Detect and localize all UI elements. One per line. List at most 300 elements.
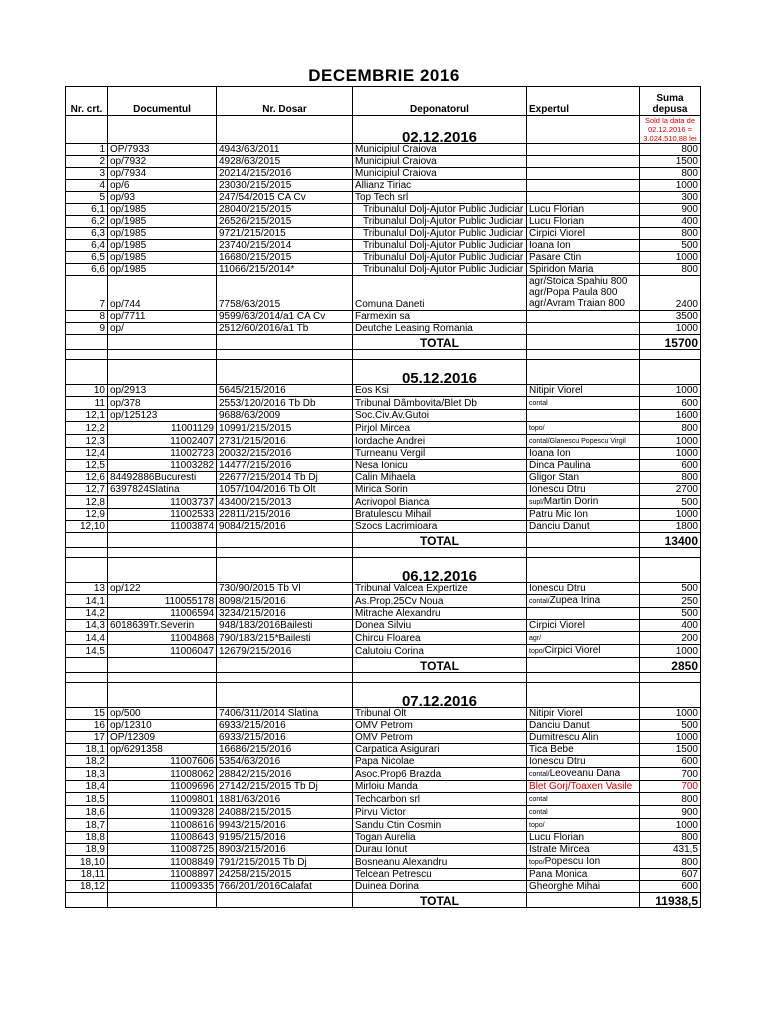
row-number: 18,12 xyxy=(66,881,108,893)
table-row xyxy=(66,472,701,484)
dosar-cell: 22677/215/2014 Tb Dj xyxy=(217,472,353,484)
row-number: 8 xyxy=(66,311,108,323)
dosar-cell: 9195/215/2016 xyxy=(217,832,353,844)
expert-cell xyxy=(527,832,640,844)
row-number: 12,8 xyxy=(66,496,108,509)
dosar-cell: 2731/215/2016 xyxy=(217,435,353,448)
expert-cell xyxy=(527,720,640,732)
suma-cell: 1000 xyxy=(640,645,701,658)
suma-cell: 800 xyxy=(640,264,701,276)
deponator-cell: Iordache Andrei xyxy=(353,435,527,448)
empty-cell xyxy=(353,673,527,683)
deponator-cell: Bratulescu Mihail xyxy=(353,509,527,521)
empty-cell xyxy=(527,683,640,708)
document-cell: op/7711 xyxy=(108,311,217,323)
expert-cell xyxy=(527,180,640,192)
expert-cell xyxy=(527,496,640,509)
suma-cell: 200 xyxy=(640,632,701,645)
empty-cell xyxy=(217,533,353,548)
expert-name: Patru Mic Ion xyxy=(529,509,588,520)
empty-cell xyxy=(66,658,108,673)
deponator-cell: Mirica Sorin xyxy=(353,484,527,496)
document-cell: op/ xyxy=(108,323,217,335)
dosar-cell: 3234/215/2016 xyxy=(217,608,353,620)
table-row xyxy=(66,435,701,448)
document-cell: op/125123 xyxy=(108,410,217,422)
deponator-cell: Tribunalul Dolj-Ajutor Public Judiciar xyxy=(353,264,527,276)
suma-cell: 500 xyxy=(640,583,701,595)
expert-name: Cirpici Viorel xyxy=(544,645,601,656)
expert-prefix: agr/ xyxy=(529,635,542,642)
table-row xyxy=(66,856,701,869)
section-date: 06.12.2016 xyxy=(353,558,527,583)
dosar-cell: 16686/215/2016 xyxy=(217,744,353,756)
deponator-cell: Mirloiu Manda xyxy=(353,781,527,793)
document-cell: op/6 xyxy=(108,180,217,192)
suma-cell: 3500 xyxy=(640,311,701,323)
row-number: 7 xyxy=(66,276,108,311)
dosar-cell: 10991/215/2015 xyxy=(217,422,353,435)
dosar-cell: 730/90/2015 Tb Vl xyxy=(217,583,353,595)
dosar-cell: 20032/215/2016 xyxy=(217,448,353,460)
document-cell: 6018639Tr.Severin xyxy=(108,620,217,632)
document-cell: op/122 xyxy=(108,583,217,595)
document-cell: OP/7933 xyxy=(108,144,217,156)
suma-cell: 800 xyxy=(640,472,701,484)
table-row xyxy=(66,397,701,410)
expert-cell xyxy=(527,228,640,240)
table-row xyxy=(66,509,701,521)
row-number: 18,9 xyxy=(66,844,108,856)
row-number: 12,10 xyxy=(66,521,108,533)
dosar-cell: 9084/215/2016 xyxy=(217,521,353,533)
table-row xyxy=(66,869,701,881)
row-number: 18,2 xyxy=(66,756,108,768)
suma-cell: 1000 xyxy=(640,448,701,460)
document-cell: 11009335 xyxy=(108,881,217,893)
table-row xyxy=(66,708,701,720)
header-nr: Nr. crt. xyxy=(66,87,108,116)
expert-prefix: contal/Glanescu Popescu Virgil xyxy=(529,438,626,445)
row-number: 18,11 xyxy=(66,869,108,881)
table-row xyxy=(66,410,701,422)
empty-cell xyxy=(527,673,640,683)
expert-name: Spiridon Maria xyxy=(529,264,594,275)
expert-name: Gheorghe Mihai xyxy=(529,881,601,892)
document-cell: 11003737 xyxy=(108,496,217,509)
total-value: 11938,5 xyxy=(640,893,701,908)
expert-cell xyxy=(527,156,640,168)
table-row xyxy=(66,521,701,533)
expert-prefix: supl/ xyxy=(529,499,544,506)
suma-cell: 1600 xyxy=(640,410,701,422)
table-row xyxy=(66,180,701,192)
suma-cell: 1000 xyxy=(640,435,701,448)
suma-cell: 800 xyxy=(640,856,701,869)
deponator-cell: Tribunalul Dolj-Ajutor Public Judiciar xyxy=(353,216,527,228)
empty-cell xyxy=(217,548,353,558)
table-row xyxy=(66,768,701,781)
row-number: 6,5 xyxy=(66,252,108,264)
table-row xyxy=(66,832,701,844)
dosar-cell: 8903/215/2016 xyxy=(217,844,353,856)
expert-name: Zupea Irina xyxy=(549,595,601,606)
document-cell: 11007606 xyxy=(108,756,217,768)
expert-cell xyxy=(527,385,640,397)
deposits-table xyxy=(65,86,701,908)
dosar-cell: 6933/215/2016 xyxy=(217,720,353,732)
expert-name: Ionescu Dtru xyxy=(529,484,586,495)
deponator-cell: Pirjol Mircea xyxy=(353,422,527,435)
expert-cell xyxy=(527,521,640,533)
deponator-cell: Asoc.Prop6 Brazda xyxy=(353,768,527,781)
expert-cell xyxy=(527,793,640,806)
document-cell: 11006047 xyxy=(108,645,217,658)
header-expert: Expertul xyxy=(527,87,640,116)
suma-cell: 1000 xyxy=(640,180,701,192)
expert-cell xyxy=(527,608,640,620)
expert-name: Lucu Florian xyxy=(529,216,585,227)
expert-cell xyxy=(527,422,640,435)
row-number: 1 xyxy=(66,144,108,156)
table-row xyxy=(66,311,701,323)
dosar-cell: 6933/215/2016 xyxy=(217,732,353,744)
expert-cell xyxy=(527,781,640,793)
total-label: TOTAL xyxy=(353,533,527,548)
expert-name: Lucu Florian xyxy=(529,832,585,843)
empty-cell xyxy=(640,683,701,708)
spacer-row xyxy=(66,548,701,558)
dosar-cell: 4928/63/2015 xyxy=(217,156,353,168)
suma-cell: 800 xyxy=(640,422,701,435)
empty-cell xyxy=(217,116,353,144)
table-row xyxy=(66,732,701,744)
row-number: 12,4 xyxy=(66,448,108,460)
row-number: 14,3 xyxy=(66,620,108,632)
dosar-cell: 4943/63/2011 xyxy=(217,144,353,156)
suma-cell: 700 xyxy=(640,781,701,793)
suma-cell: 1000 xyxy=(640,509,701,521)
row-number: 15 xyxy=(66,708,108,720)
empty-cell xyxy=(217,893,353,908)
empty-cell xyxy=(108,116,217,144)
expert-name: Pana Monica xyxy=(529,869,588,880)
deponator-cell: Deutche Leasing Romania xyxy=(353,323,527,335)
empty-cell xyxy=(66,683,108,708)
deponator-cell: Nesa Ionicu xyxy=(353,460,527,472)
empty-cell xyxy=(108,893,217,908)
deponator-cell: Carpatica Asigurari xyxy=(353,744,527,756)
suma-cell: 800 xyxy=(640,832,701,844)
suma-cell: 900 xyxy=(640,806,701,819)
deponator-cell: Togan Aurelia xyxy=(353,832,527,844)
expert-cell xyxy=(527,881,640,893)
expert-prefix: topo/ xyxy=(529,425,545,432)
dosar-cell: 948/183/2016Bailesti xyxy=(217,620,353,632)
expert-name: Blet Gorj/Toaxen Vasile xyxy=(529,781,633,792)
table-row xyxy=(66,496,701,509)
suma-cell: 500 xyxy=(640,496,701,509)
deponator-cell: Papa Nicolae xyxy=(353,756,527,768)
deponator-cell: Tribunalul Dolj-Ajutor Public Judiciar xyxy=(353,204,527,216)
dosar-cell: 791/215/2015 Tb Dj xyxy=(217,856,353,869)
dosar-cell: 27142/215/2015 Tb Dj xyxy=(217,781,353,793)
expert-cell xyxy=(527,583,640,595)
suma-cell: 1800 xyxy=(640,521,701,533)
table-row xyxy=(66,793,701,806)
expert-cell xyxy=(527,192,640,204)
suma-cell: 250 xyxy=(640,595,701,608)
row-number: 5 xyxy=(66,192,108,204)
deponator-cell: Tribunalul Dolj-Ajutor Public Judiciar xyxy=(353,240,527,252)
row-number: 10 xyxy=(66,385,108,397)
empty-cell xyxy=(66,893,108,908)
deponator-cell: Donea Silviu xyxy=(353,620,527,632)
suma-cell: 1000 xyxy=(640,732,701,744)
table-row xyxy=(66,484,701,496)
page-title: DECEMBRIE 2016 xyxy=(308,66,460,85)
expert-name: Martin Dorin xyxy=(543,496,599,507)
document-cell: op/1985 xyxy=(108,204,217,216)
table-row xyxy=(66,252,701,264)
expert-cell xyxy=(527,460,640,472)
deponator-cell: Szocs Lacrimioara xyxy=(353,521,527,533)
deponator-cell: OMV Petrom xyxy=(353,720,527,732)
expert-cell xyxy=(527,869,640,881)
document-cell: op/12310 xyxy=(108,720,217,732)
row-number: 6,3 xyxy=(66,228,108,240)
row-number: 2 xyxy=(66,156,108,168)
deponator-cell: Chircu Floarea xyxy=(353,632,527,645)
empty-cell xyxy=(66,548,108,558)
deponator-cell: Farmexin sa xyxy=(353,311,527,323)
suma-cell: 500 xyxy=(640,608,701,620)
table-row xyxy=(66,620,701,632)
row-number: 18,7 xyxy=(66,819,108,832)
deponator-cell: OMV Petrom xyxy=(353,732,527,744)
dosar-cell: 23740/215/2014 xyxy=(217,240,353,252)
empty-cell xyxy=(217,673,353,683)
expert-cell xyxy=(527,311,640,323)
deponator-cell: Allianz Tiriac xyxy=(353,180,527,192)
expert-cell xyxy=(527,756,640,768)
section-date: 07.12.2016 xyxy=(353,683,527,708)
deponator-cell: Soc.Civ.Av.Gutoi xyxy=(353,410,527,422)
document-cell: op/1985 xyxy=(108,240,217,252)
expert-name: Nitipir Viorel xyxy=(529,708,583,719)
deponator-cell: Eos Ksi xyxy=(353,385,527,397)
empty-cell xyxy=(66,533,108,548)
expert-line: agr/Avram Traian 800 xyxy=(529,298,625,309)
suma-cell: 1000 xyxy=(640,708,701,720)
document-cell: 11004868 xyxy=(108,632,217,645)
table-row xyxy=(66,385,701,397)
table-row xyxy=(66,460,701,472)
deponator-cell: Tribunal Olt xyxy=(353,708,527,720)
empty-cell xyxy=(527,658,640,673)
expert-name: Cirpici Viorel xyxy=(529,620,585,631)
deponator-cell: Tribunalul Dolj-Ajutor Public Judiciar xyxy=(353,252,527,264)
suma-cell: 700 xyxy=(640,768,701,781)
dosar-cell: 9721/215/2015 xyxy=(217,228,353,240)
empty-cell xyxy=(108,335,217,350)
table-row xyxy=(66,632,701,645)
empty-cell xyxy=(108,350,217,360)
row-number: 9 xyxy=(66,323,108,335)
total-label: TOTAL xyxy=(353,658,527,673)
dosar-cell: 16680/215/2015 xyxy=(217,252,353,264)
document-cell: op/7932 xyxy=(108,156,217,168)
row-number: 14,1 xyxy=(66,595,108,608)
total-value: 2850 xyxy=(640,658,701,673)
table-row xyxy=(66,806,701,819)
deponator-cell: Municipiul Craiova xyxy=(353,168,527,180)
document-cell: 11009801 xyxy=(108,793,217,806)
expert-cell xyxy=(527,732,640,744)
row-number: 14,2 xyxy=(66,608,108,620)
dosar-cell: 790/183/215*Bailesti xyxy=(217,632,353,645)
dosar-cell: 9943/215/2016 xyxy=(217,819,353,832)
expert-cell xyxy=(527,509,640,521)
expert-prefix: contal xyxy=(529,796,548,803)
row-number: 12,2 xyxy=(66,422,108,435)
table-row xyxy=(66,595,701,608)
expert-prefix: topo/ xyxy=(529,822,545,829)
table-row xyxy=(66,819,701,832)
date-row xyxy=(66,683,701,708)
row-number: 12,6 xyxy=(66,472,108,484)
document-cell: op/2913 xyxy=(108,385,217,397)
total-value: 13400 xyxy=(640,533,701,548)
suma-cell: 1000 xyxy=(640,252,701,264)
spacer-row xyxy=(66,673,701,683)
suma-cell: 800 xyxy=(640,793,701,806)
section-date: 05.12.2016 xyxy=(353,360,527,385)
suma-cell: 600 xyxy=(640,397,701,410)
suma-cell: 607 xyxy=(640,869,701,881)
row-number: 18,6 xyxy=(66,806,108,819)
row-number: 16 xyxy=(66,720,108,732)
expert-prefix: contal/ xyxy=(529,598,550,605)
document-cell: op/1985 xyxy=(108,252,217,264)
expert-line: agr/Popa Paula 800 xyxy=(529,287,618,298)
expert-name: Pasare Ctin xyxy=(529,252,582,263)
expert-cell xyxy=(527,645,640,658)
document-cell: op/744 xyxy=(108,276,217,311)
expert-cell xyxy=(527,632,640,645)
suma-cell: 400 xyxy=(640,620,701,632)
expert-line: agr/Stoica Spahiu 800 xyxy=(529,276,628,287)
date-row xyxy=(66,116,701,144)
dosar-cell: 247/54/2015 CA Cv xyxy=(217,192,353,204)
expert-name: Danciu Danut xyxy=(529,521,590,532)
date-row xyxy=(66,360,701,385)
expert-name: Istrate Mircea xyxy=(529,844,590,855)
document-cell: 11008643 xyxy=(108,832,217,844)
opening-balance: Sold la data de 02.12.2016 = 3.024.510,88 lei xyxy=(640,116,701,144)
empty-cell xyxy=(66,673,108,683)
expert-cell xyxy=(527,276,640,311)
dosar-cell: 2512/60/2016/a1 Tb xyxy=(217,323,353,335)
document-cell: 11002723 xyxy=(108,448,217,460)
expert-cell xyxy=(527,620,640,632)
total-row xyxy=(66,893,701,908)
expert-cell xyxy=(527,435,640,448)
suma-cell: 300 xyxy=(640,192,701,204)
expert-name: Lucu Florian xyxy=(529,204,585,215)
expert-name: Ionescu Dtru xyxy=(529,583,586,594)
document-cell: 11006594 xyxy=(108,608,217,620)
total-row xyxy=(66,335,701,350)
row-number: 6,4 xyxy=(66,240,108,252)
table-row xyxy=(66,881,701,893)
row-number: 12,1 xyxy=(66,410,108,422)
empty-cell xyxy=(217,360,353,385)
dosar-cell: 22811/215/2016 xyxy=(217,509,353,521)
deponator-cell: Sandu Ctin Cosmin xyxy=(353,819,527,832)
empty-cell xyxy=(217,558,353,583)
deponator-cell: Calutoiu Corina xyxy=(353,645,527,658)
suma-cell: 2700 xyxy=(640,484,701,496)
table-row xyxy=(66,744,701,756)
document-cell: 11008725 xyxy=(108,844,217,856)
suma-cell: 1500 xyxy=(640,156,701,168)
deponator-cell: Duinea Dorina xyxy=(353,881,527,893)
dosar-cell: 5354/63/2016 xyxy=(217,756,353,768)
row-number: 18,3 xyxy=(66,768,108,781)
dosar-cell: 24088/215/2015 xyxy=(217,806,353,819)
header-row xyxy=(66,87,701,116)
deponator-cell: Municipiul Craiova xyxy=(353,144,527,156)
dosar-cell: 1881/63/2016 xyxy=(217,793,353,806)
empty-cell xyxy=(66,335,108,350)
expert-name: Gligor Stan xyxy=(529,472,580,483)
suma-cell: 800 xyxy=(640,168,701,180)
expert-name: Popescu Ion xyxy=(544,856,601,867)
expert-cell xyxy=(527,216,640,228)
suma-cell: 600 xyxy=(640,881,701,893)
table-row xyxy=(66,240,701,252)
document-cell: OP/12309 xyxy=(108,732,217,744)
deponator-cell: Mitrache Alexandru xyxy=(353,608,527,620)
document-cell: 11003282 xyxy=(108,460,217,472)
total-label: TOTAL xyxy=(353,335,527,350)
dosar-cell: 43400/215/2013 xyxy=(217,496,353,509)
dosar-cell: 8098/215/2016 xyxy=(217,595,353,608)
table-row xyxy=(66,781,701,793)
expert-prefix: contal xyxy=(529,400,548,407)
row-number: 17 xyxy=(66,732,108,744)
deponator-cell: Tribunal Dâmbovita/Blet Db xyxy=(353,397,527,410)
dosar-cell: 23030/215/2015 xyxy=(217,180,353,192)
empty-cell xyxy=(108,533,217,548)
dosar-cell: 11066/215/2014* xyxy=(217,264,353,276)
expert-cell xyxy=(527,856,640,869)
empty-cell xyxy=(640,673,701,683)
total-value: 15700 xyxy=(640,335,701,350)
suma-cell: 800 xyxy=(640,228,701,240)
row-number: 12,3 xyxy=(66,435,108,448)
expert-name: Dumitrescu Alin xyxy=(529,732,599,743)
table-row xyxy=(66,323,701,335)
suma-cell: 431,5 xyxy=(640,844,701,856)
dosar-cell: 14477/215/2016 xyxy=(217,460,353,472)
expert-prefix: topo/ xyxy=(529,859,545,866)
expert-cell xyxy=(527,264,640,276)
deponator-cell: Tribunal Valcea Expertize xyxy=(353,583,527,595)
empty-cell xyxy=(640,558,701,583)
document-cell: 110055178 xyxy=(108,595,217,608)
